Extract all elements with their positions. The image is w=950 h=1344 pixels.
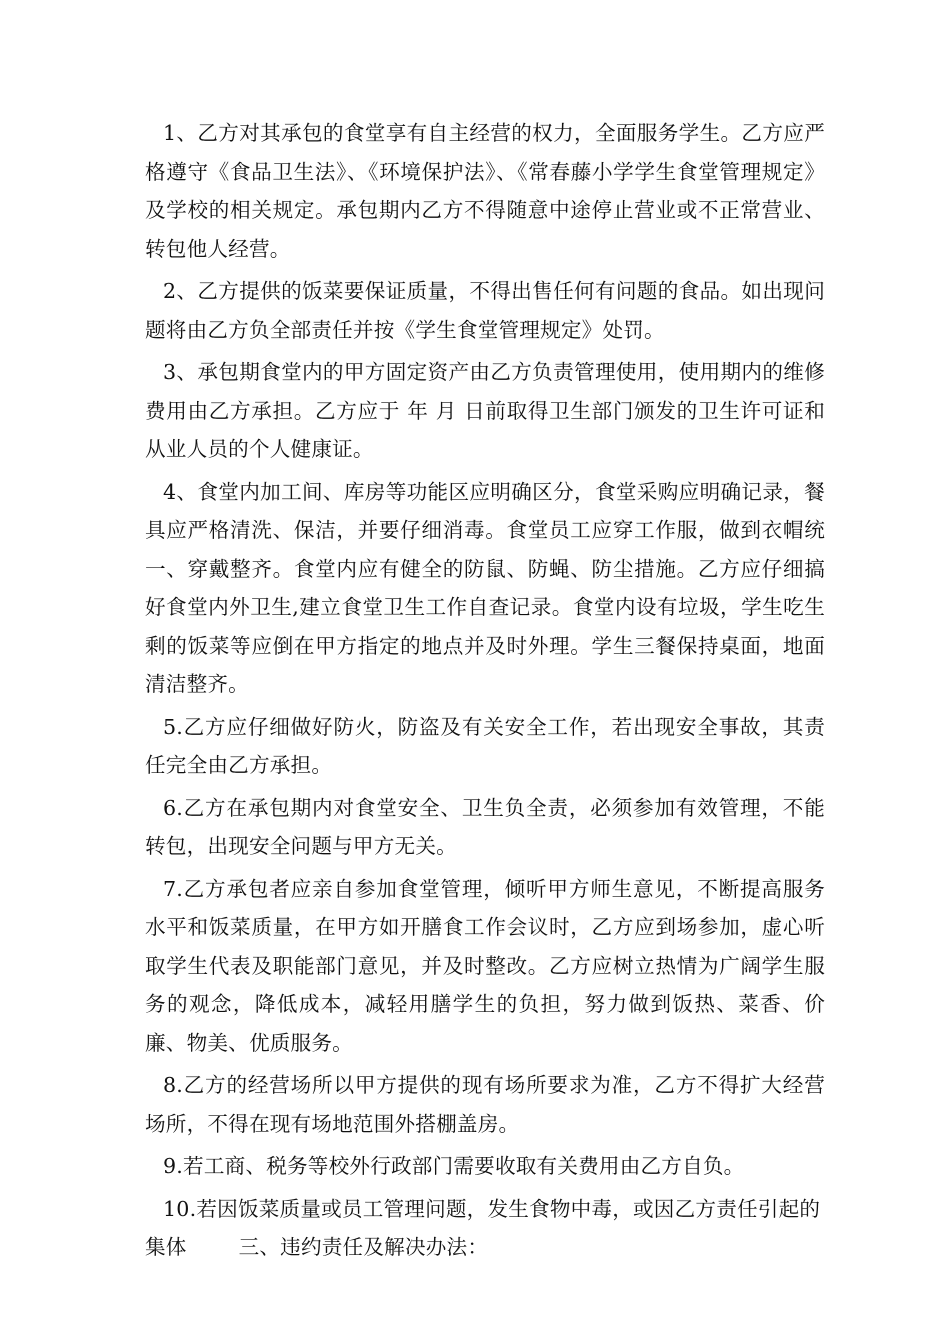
clause-1: 1、乙方对其承包的食堂享有自主经营的权力，全面服务学生。乙方应严格遵守《食品卫生法》、《环境保护法》、《常春藤小学学生食堂管理规定》及学校的相关规定。承包期内乙方不得随意中途停止营业或不正常营业、转包他人经营。 [145, 121, 825, 261]
clause-2: 2、乙方提供的饭菜要保证质量，不得出售任何有问题的食品。如出现问题将由乙方负全部责任并按《学生食堂管理规定》处罚。 [145, 279, 825, 342]
section-heading: 三、违约责任及解决办法： [238, 1235, 489, 1259]
clause-6: 6.乙方在承包期内对食堂安全、卫生负全责，必须参加有效管理，不能转包，出现安全问题与甲方无关。 [145, 795, 825, 858]
clause-10-text: 10.若因饭菜质量或员工管理问题，发生食物中毒，或因乙方责任引起的集体 [145, 1196, 821, 1259]
clause-8: 8.乙方的经营场所以甲方提供的现有场所要求为准，乙方不得扩大经营场所，不得在现有场地范围外搭棚盖房。 [145, 1073, 825, 1136]
clause-10 [145, 1190, 825, 1267]
clause-4: 4、食堂内加工间、库房等功能区应明确区分，食堂采购应明确记录，餐具应严格清洗、保洁，并要仔细消毒。食堂员工应穿工作服，做到衣帽统一、穿戴整齐。食堂内应有健全的防鼠、防蝇、防尘措施。乙方应仔细搞好食堂内外卫生,建立食堂卫生工作自查记录。食堂内设有垃圾，学生吃生剩的饭菜等应倒在甲方指定的地点并及时外理。学生三餐保持桌面，地面清洁整齐。 [145, 479, 825, 696]
clause-9: 9.若工商、税务等校外行政部门需要收取有关费用由乙方自负。 [163, 1154, 745, 1178]
clause-7: 7.乙方承包者应亲自参加食堂管理，倾听甲方师生意见，不断提高服务水平和饭菜质量，在甲方如开膳食工作会议时，乙方应到场参加，虚心听取学生代表及职能部门意见，并及时整改。乙方应树立热情为广阔学生服务的观念，降低成本，减轻用膳学生的负担，努力做到饭热、菜香、价廉、物美、优质服务。 [145, 876, 825, 1055]
clause-5: 5.乙方应仔细做好防火，防盗及有关安全工作，若出现安全事故，其责任完全由乙方承担。 [145, 714, 825, 777]
clause-3: 3、承包期食堂内的甲方固定资产由乙方负责管理使用，使用期内的维修费用由乙方承担。乙方应于 年 月 日前取得卫生部门颁发的卫生许可证和从业人员的个人健康证。 [145, 360, 825, 461]
document-body [145, 114, 825, 1271]
